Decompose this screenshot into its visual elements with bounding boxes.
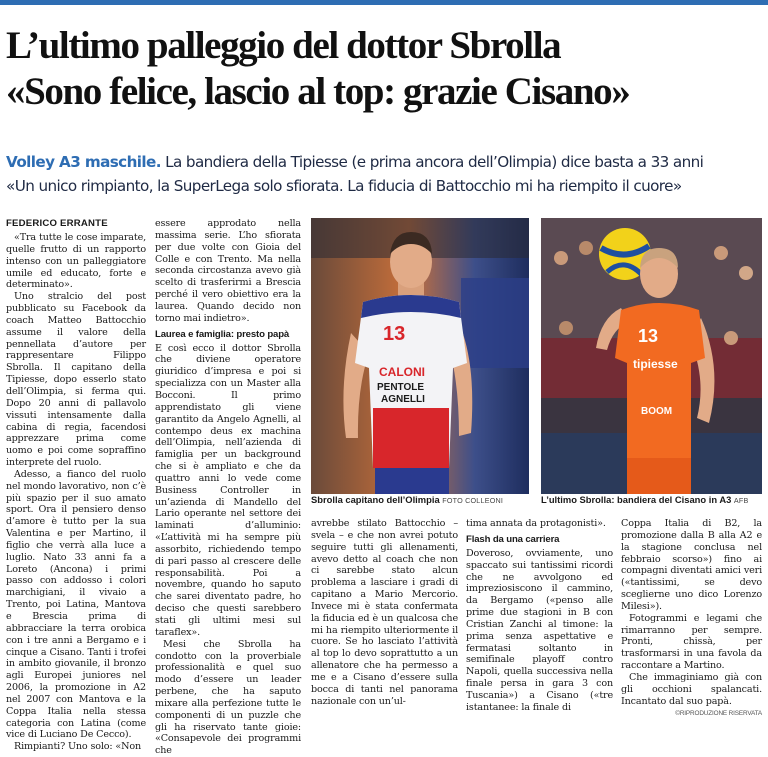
article-column-5 [621, 518, 762, 718]
subheadline-kicker: Volley A3 maschile. [6, 153, 161, 171]
photo-2-caption-text: L’ultimo Sbrolla: bandiera del Cisano in A3 [541, 494, 732, 505]
section-subhead-laurea: Laurea e famiglia: presto papà [155, 328, 290, 340]
col1-paragraph-2: Uno stralcio del post pubblicato su Facebook da coach Matteo Battocchio assume il valore della pennellata d’autore per rappresentare Filippo Sbrolla. Il capitano della Tipiesse, dopo esserlo stato dell’Olimpia, si ferma qui. Dopo 20 anni di pallavolo vissuti intensamente dalla cabina di regia, facendosi apprezzare prima come uomo e poi come sopraffino interprete del ruolo. [6, 291, 146, 469]
copyright-notice: ©RIPRODUZIONE RISERVATA [675, 709, 762, 717]
photo-1-caption-text: Sbrolla capitano dell’Olimpia [311, 494, 440, 505]
col4-paragraph-1: tima annata da protagonisti». [466, 518, 606, 529]
col2-paragraph-2: E così ecco il dottor Sbrolla che diviene operatore giuridico d’impresa e poi si specializza con un Master alla Bocconi. Il primo apprendistato gli viene garantito da Angelo Agnelli, al contempo deus ex machina dell’Olimpia, nell’azienda di famiglia per un background che si è ampliato e che da quattro anni lo vede come Business Controller in un’azienda di Mandello del Lario operante nel settore dei laminati d’alluminio: «L’attività mi ha sempre più assorbito, richiedendo tempo di pari passo al crescere delle responsabilità. Poi a novembre, quando ho saputo che sarei diventato padre, ho deciso che questi sarebbero stati gli ultimi mesi sul taraflex». [155, 342, 301, 638]
top-accent-bar [0, 0, 768, 5]
photo-2-caption [541, 494, 762, 507]
article-column-1 [6, 218, 146, 753]
section-subhead-flash: Flash da una carriera [466, 533, 560, 545]
col2-paragraph-3: Mesi che Sbrolla ha condotto con la proverbiale professionalità e quel suo modo d’essere un leader perbene, che ha saputo mixare alla perfezione tutte le componenti di un puzzle che gli ha riservato tante gioie: «Consapevole dei programmi che [155, 638, 301, 757]
photo-1-jersey-text-1: CALONI [379, 365, 425, 379]
col5-paragraph-2: Fotogrammi e legami che rimarranno per sempre. Pronti, chissà, per trasformarsi in una favola da raccontare a Martino. [621, 612, 762, 672]
photo-1-jersey-number: 13 [383, 323, 406, 345]
col5-paragraph-1: Coppa Italia di B2, la promozione dalla B alla A2 e la stagione conclusa nel febbraio scorso») fino ai compagni diventati amici veri («tantissimi, se devo sceglierne uno dico Lorenzo Milesi»). [621, 518, 762, 612]
col1-paragraph-3: Adesso, a fianco del ruolo nel mondo lavorativo, non c’è più spazio per il suo amato sport. Ora il pensiero denso d’amore è tutto per la sua Valentina e per Martino, il figlio che verrà alla luce a luglio. Nato 33 anni fa a Loreto (Ancona) i primi passo con addosso i colori marchigiani, il vivaio a Trento, poi Latina, Mantova e Brescia prima di abbracciare la terra orobica con i tre anni a Bergamo e i cinque a Cisano. Tanti i trofei in ambito giovanile, il bronzo agli Europei juniores nel 2006, la promozione in A2 nel 2007 con Mantova e la Coppa Italia nella stessa categoria con Latina (come vice di Luciano De Cecco). [6, 468, 146, 741]
col4-paragraph-2: Doveroso, ovviamente, uno spaccato sui tantissimi ricordi che ne avvolgono ed impreziosiscono il cammino, da Bergamo («penso alle prime due stagioni in B con Cristian Zanchi al timone: la prima senza aspettative e fermatasi soltanto in semifinale playoff contro Napoli, quella successiva nella finale persa in gara 3 con Tuscania») a Cisano («tre istantanee: la finale di [466, 547, 613, 713]
photo-1-caption [311, 494, 529, 507]
article-column-3 [311, 518, 458, 718]
author-byline: FEDERICO ERRANTE [6, 218, 108, 229]
subheadline-line-1 [6, 152, 766, 172]
photo-2-credit: AFB [733, 496, 749, 505]
article-column-2 [155, 218, 301, 757]
headline-line-2: «Sono felice, lascio al top: grazie Cisano» [6, 70, 630, 113]
photo-1-illustration [311, 218, 529, 494]
photo-1-jersey-text-2: PENTOLE [377, 382, 425, 393]
photo-2-jersey-text-1: tipiesse [633, 357, 678, 371]
photo-sbrolla-cisano [541, 218, 762, 494]
col3-paragraph-1: avrebbe stilato Battocchio – svela – e che non avrei potuto seguire tutti gli allenamenti, avevo detto al coach che non ci sarebbe stato alcun problema a lasciare i gradi di capitano a Mario Mercorio. Invece mi è stata confermata la fiducia ed è un qualcosa che mi ha riempito ulteriormente il cuore. Se ho lasciato l’attività al top lo devo soprattutto a un allenatore che ha permesso a me e a Cisano d’essere sulla bocca di tanti nel panorama nazionale con un’ul- [311, 518, 458, 707]
headline-line-1: L’ultimo palleggio del dottor Sbrolla [6, 24, 561, 67]
subheadline-line-2: «Un unico rimpianto, la SuperLega solo sfiorata. La fiducia di Battocchio mi ha riempito il cuore» [6, 177, 682, 195]
col1-paragraph-4: Rimpianti? Uno solo: «Non [14, 741, 141, 753]
photo-sbrolla-olimpia [311, 218, 529, 494]
col2-paragraph-1: essere approdato nella massima serie. L’ho sfiorata per due volte con Gioia del Colle e con Trento. Ma nella seconda circostanza avevo già scelto di trasferirmi a Brescia perché il vero obiettivo era la laurea. Quando decido non torno mai indietro». [155, 218, 301, 324]
photo-2-jersey-number: 13 [638, 326, 659, 346]
photo-1-jersey-text-3: AGNELLI [381, 394, 425, 405]
article-column-4 [466, 518, 613, 718]
subheadline-rest: La bandiera della Tipiesse (e prima ancora dell’Olimpia) dice basta a 33 anni [160, 153, 704, 171]
photo-2-jersey-text-2: BOOM [641, 406, 673, 417]
col5-paragraph-3: Che immaginiamo già con gli occhioni spalancati. Incantato dal suo papà. [621, 671, 762, 707]
photo-2-illustration [541, 218, 762, 494]
col1-paragraph-1: «Tra tutte le cose imparate, quelle frutto di un rapporto intenso con un palleggiatore umile ed educato, forte e determinato». [6, 232, 146, 291]
photo-1-credit: FOTO COLLEONI [442, 496, 504, 505]
